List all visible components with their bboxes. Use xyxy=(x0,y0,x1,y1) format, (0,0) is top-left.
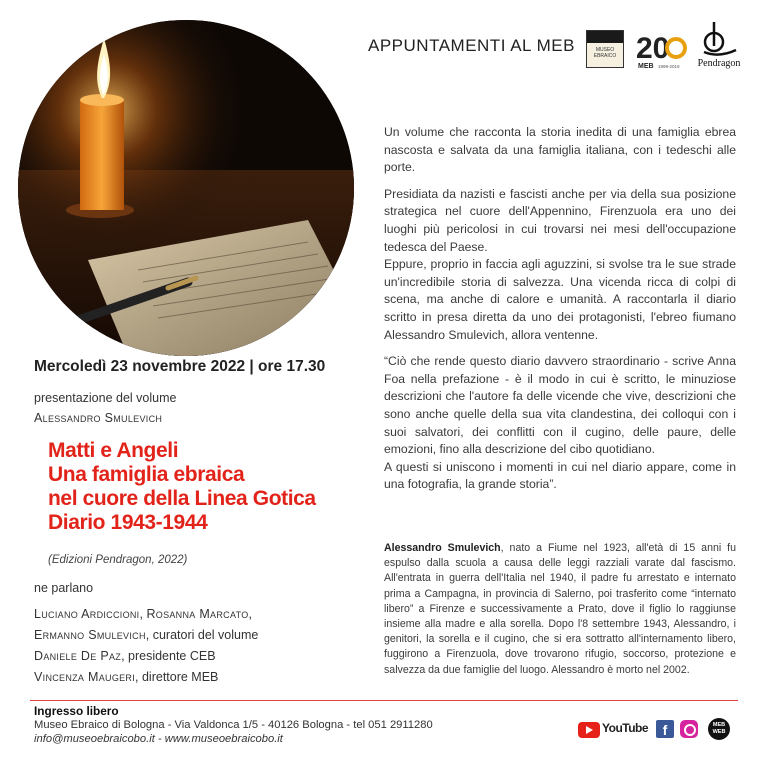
book-title-line: Una famiglia ebraica xyxy=(48,463,245,486)
svg-text:MEB: MEB xyxy=(638,63,654,70)
event-date: Mercoledì 23 novembre 2022 | ore 17.30 xyxy=(34,358,326,375)
book-title-line: Matti e Angeli xyxy=(48,439,179,462)
description xyxy=(384,124,736,503)
candle-illustration xyxy=(18,20,354,356)
book-author: Alessandro Smulevich xyxy=(34,411,163,425)
header-title: APPUNTAMENTI AL MEB xyxy=(368,36,575,55)
social-links xyxy=(578,718,740,742)
footer-divider xyxy=(30,700,738,701)
museo-ebraico-logo: MUSEO EBRAICO xyxy=(586,30,624,68)
speaker-row: Vincenza Maugeri, direttore MEB xyxy=(34,670,219,684)
speaker-row: Luciano Ardiccioni, Rosanna Marcato, xyxy=(34,607,253,621)
description-paragraph: Eppure, proprio in faccia agli aguzzini, si svolse tra le sue strade un'incredibile storia di salvezza. Una vicenda ricca di colpi di scena, ma anche di calore e umanità. A raccontarla il diario scritto in presa diretta da uno dei protagonisti, l'ebreo fiumano Alessandro Smulevich, allora ventenne. xyxy=(384,257,736,342)
partner-logos xyxy=(586,20,746,70)
bio-name: Alessandro Smulevich xyxy=(384,542,501,554)
event-intro: presentazione del volume xyxy=(34,391,177,405)
contact-links[interactable]: info@museoebraicobo.it - www.museoebraicobo.it xyxy=(34,733,283,745)
quote-paragraph: “Ciò che rende questo diario davvero straordinario - scrive Anna Foa nella prefazione - è il modo in cui è scritto, le minuziose descrizioni che l'autore fa delle vicende che vive, descrizioni che sono anche quelle della sua vita clandestina, dei colloqui con i suoi salvatori, dei conflitti con il cugino, delle paure, delle emozioni, fino alla descrizione del cibo quotidiano. xyxy=(384,354,736,457)
instagram-icon[interactable] xyxy=(680,720,698,738)
book-title-line: Diario 1943-1944 xyxy=(48,511,208,534)
speakers-label: ne parlano xyxy=(34,581,94,595)
author-bio xyxy=(384,541,736,678)
svg-text:20: 20 xyxy=(636,32,670,65)
event-photo xyxy=(18,20,354,356)
speakers-list xyxy=(34,604,258,688)
footer-info xyxy=(34,704,433,746)
youtube-icon[interactable] xyxy=(578,722,600,738)
entry-info: Ingresso libero xyxy=(34,704,119,718)
meb-web-icon[interactable]: MEB WEB xyxy=(708,718,730,740)
book-title xyxy=(48,439,316,535)
svg-text:1999-2019: 1999-2019 xyxy=(658,64,680,69)
book-edition: (Edizioni Pendragon, 2022) xyxy=(48,554,188,566)
bio-text: , nato a Fiume nel 1923, all'età di 15 anni fu espulso dalla scuola a causa delle leggi razziali varate dal fascismo. All'entrata in guerra dell'Italia nel 1940, il padre fu arrestato e internato prima a Campagna, in provincia di Salerno, poi trasferito come “internato libero” a Firenze e successivamente a Prato, dove il figlio lo raggiunse insieme alla madre e alla sorella. Dopo l'8 settembre 1943, Alessandro, i genitori, la sorella e il cugino, che si era sottratto all'internamento libero, fuggirono a Firenzuola, dove trovarono rifugio, soccorso, protezione e salvezza da due famiglie del luogo. Alessandro è morto nel 2002. xyxy=(384,542,736,676)
museum-address: Museo Ebraico di Bologna - Via Valdonca 1/5 - 40126 Bologna - tel 051 2911280 xyxy=(34,719,433,731)
anniversary-logo xyxy=(636,28,688,70)
facebook-icon[interactable]: f xyxy=(656,720,674,738)
youtube-label[interactable]: YouTube xyxy=(602,721,649,735)
book-title-line: nel cuore della Linea Gotica xyxy=(48,487,316,510)
quote-paragraph: A questi si uniscono i momenti in cui nel diario appare, come in una fotografia, la grande storia”. xyxy=(384,459,736,492)
speaker-row: Ermanno Smulevich, curatori del volume xyxy=(34,628,259,642)
description-paragraph: Presidiata da nazisti e fascisti anche per via della sua posizione strategica nel cuore dell'Appennino, Firenzuola era uno dei luoghi più pericolosi in cui trovarsi nei mesi dell'occupazione tedesca del Paese. xyxy=(384,186,736,254)
description-paragraph: Un volume che racconta la storia inedita di una famiglia ebrea nascosta e salvata da una famiglia italiana, con i tedeschi alle porte. xyxy=(384,125,736,175)
pendragon-logo: Pendragon xyxy=(694,20,744,70)
speaker-row: Daniele De Paz, presidente CEB xyxy=(34,649,216,663)
